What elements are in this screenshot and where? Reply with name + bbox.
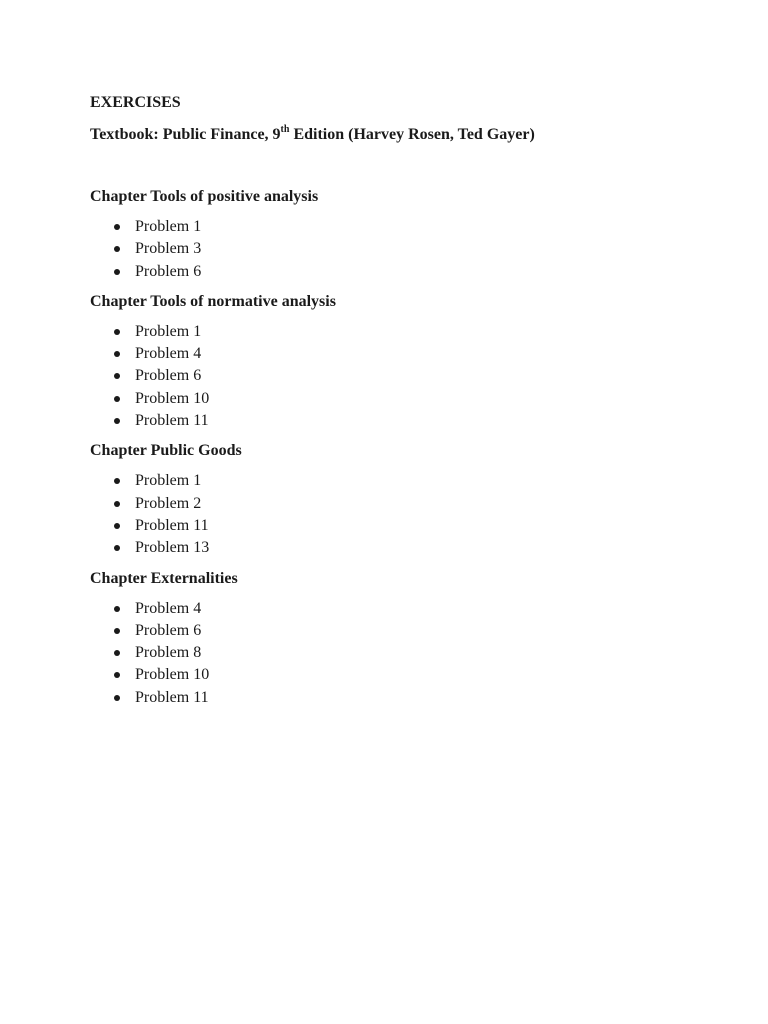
- document-content: [90, 92, 710, 717]
- bullet-icon: [114, 501, 120, 507]
- chapter-title: Chapter Tools of normative analysis: [90, 292, 336, 310]
- problem-label: Problem 6: [135, 621, 202, 639]
- problem-label: Problem 10: [135, 389, 210, 407]
- problem-label: Problem 4: [135, 599, 202, 617]
- list-item: [90, 642, 710, 664]
- problem-label: Problem 10: [135, 666, 210, 684]
- problem-label: Problem 11: [135, 688, 209, 706]
- list-item: [90, 388, 710, 410]
- list-item: [90, 216, 710, 238]
- bullet-icon: [114, 224, 120, 230]
- problem-list: [90, 216, 710, 283]
- problem-list: [90, 470, 710, 559]
- problem-label: Problem 11: [135, 412, 209, 430]
- chapter-title: Chapter Externalities: [90, 569, 238, 587]
- bullet-icon: [114, 351, 120, 357]
- list-item: [90, 365, 710, 387]
- problem-label: Problem 6: [135, 367, 202, 385]
- chapter-section: [90, 291, 710, 432]
- bullet-icon: [114, 246, 120, 252]
- chapter-section: [90, 186, 710, 283]
- bullet-icon: [114, 628, 120, 634]
- problem-label: Problem 4: [135, 345, 202, 363]
- problem-label: Problem 1: [135, 218, 202, 235]
- textbook-reference: [90, 124, 710, 146]
- problem-list: [90, 598, 710, 709]
- bullet-icon: [114, 373, 120, 379]
- bullet-icon: [114, 650, 120, 656]
- bullet-icon: [114, 329, 120, 335]
- list-item: [90, 687, 710, 709]
- problem-label: Problem 6: [135, 262, 202, 280]
- problem-label: Problem 2: [135, 494, 202, 512]
- list-item: [90, 620, 710, 642]
- list-item: [90, 343, 710, 365]
- bullet-icon: [114, 523, 120, 529]
- list-item: [90, 598, 710, 620]
- chapter-section: [90, 440, 710, 559]
- bullet-icon: [114, 396, 120, 402]
- list-item: [90, 537, 710, 559]
- problem-label: Problem 3: [135, 240, 202, 258]
- bullet-icon: [114, 269, 120, 275]
- problem-label: Problem 1: [135, 322, 202, 340]
- edition-superscript: th: [280, 123, 290, 135]
- problem-label: Problem 1: [135, 472, 202, 490]
- textbook-title-prefix: Textbook: Public Finance, 9: [90, 126, 281, 143]
- problem-list: [90, 321, 710, 432]
- list-item: [90, 261, 710, 283]
- list-item: [90, 470, 710, 492]
- bullet-icon: [114, 545, 120, 551]
- list-item: [90, 515, 710, 537]
- document-title: EXERCISES: [90, 94, 181, 111]
- chapter-title: Chapter Tools of positive analysis: [90, 188, 319, 205]
- list-item: [90, 493, 710, 515]
- bullet-icon: [114, 478, 120, 484]
- list-item: [90, 238, 710, 260]
- list-item: [90, 410, 710, 432]
- chapter-title: Chapter Public Goods: [90, 442, 242, 460]
- problem-label: Problem 13: [135, 539, 210, 557]
- problem-label: Problem 11: [135, 516, 209, 534]
- list-item: [90, 664, 710, 686]
- bullet-icon: [114, 672, 120, 678]
- chapter-section: [90, 568, 710, 709]
- problem-label: Problem 8: [135, 644, 202, 662]
- bullet-icon: [114, 695, 120, 701]
- bullet-icon: [114, 606, 120, 612]
- textbook-title-suffix: Edition (Harvey Rosen, Ted Gayer): [289, 126, 535, 143]
- list-item: [90, 321, 710, 343]
- bullet-icon: [114, 418, 120, 424]
